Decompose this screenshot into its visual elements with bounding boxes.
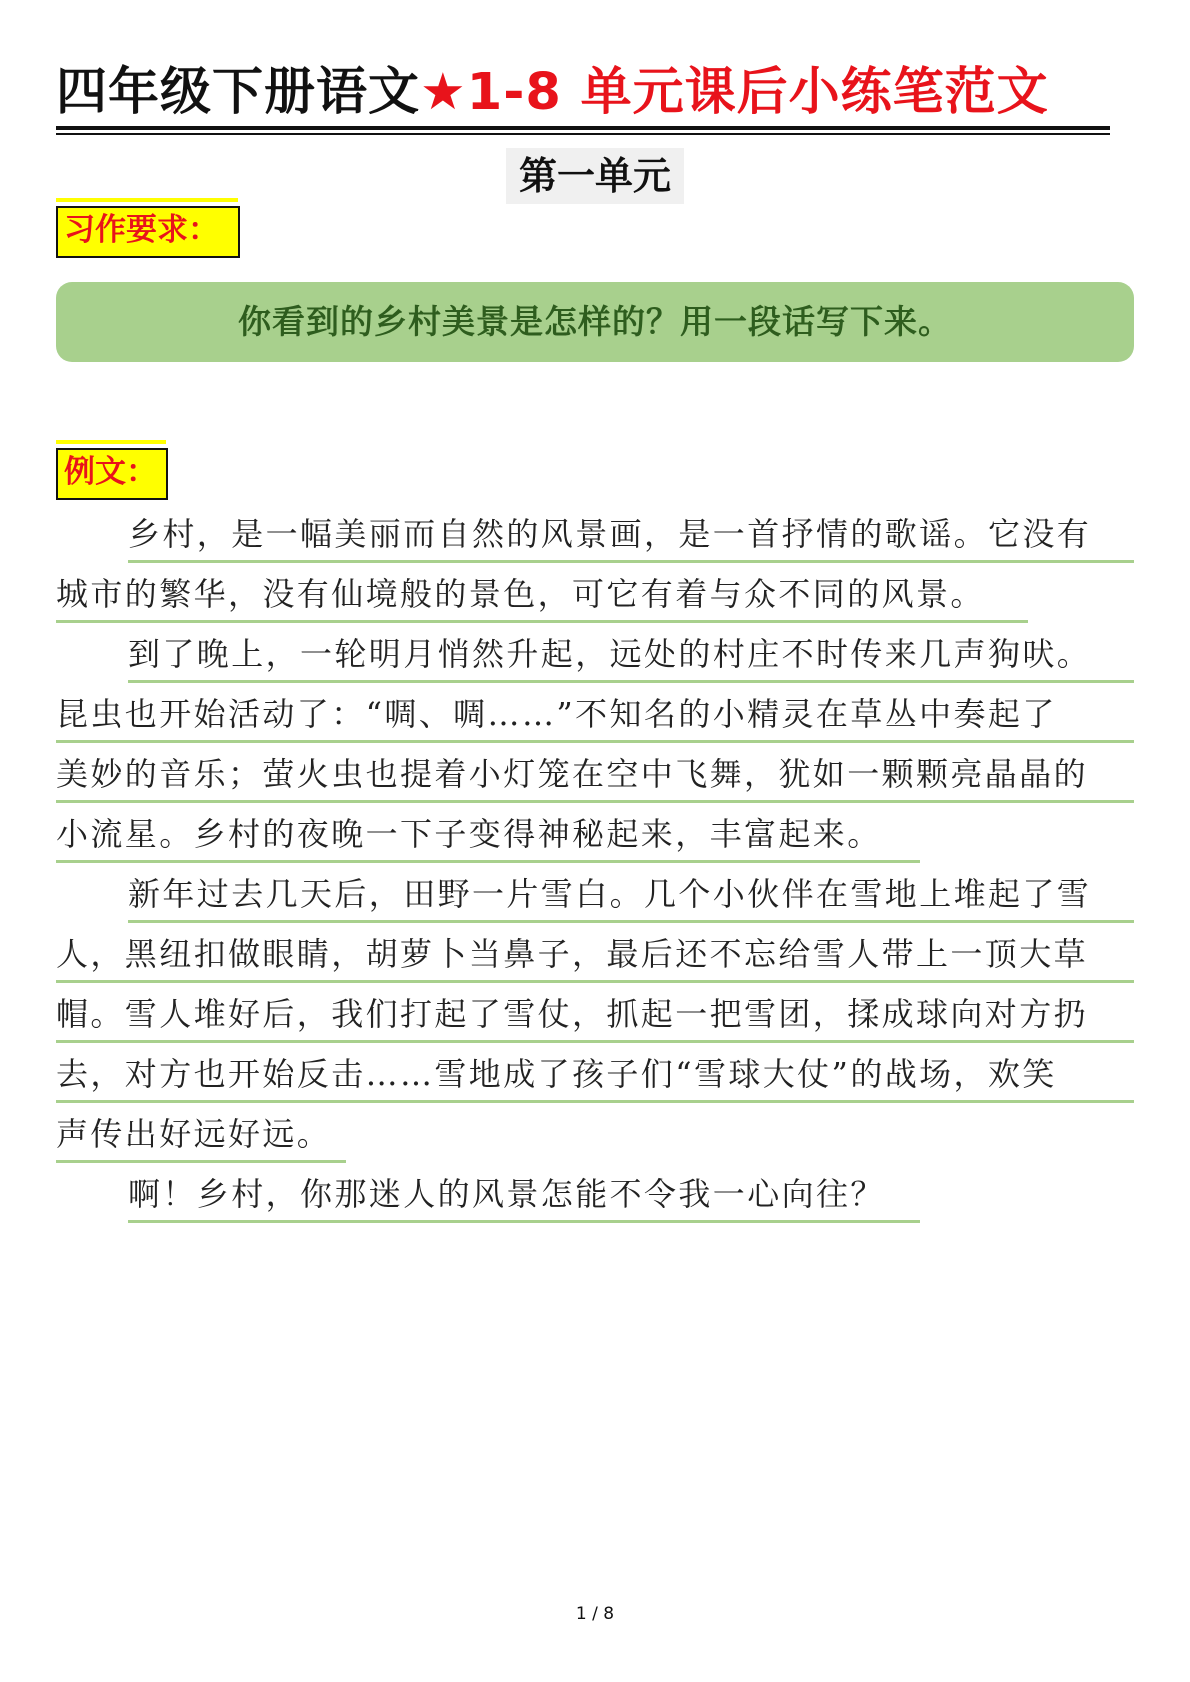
essay-line: 啊！乡村，你那迷人的风景怎能不令我一心向往？: [56, 1166, 1136, 1226]
page-number: 1 / 8: [575, 1604, 615, 1624]
essay-line: 小流星。乡村的夜晚一下子变得神秘起来，丰富起来。: [56, 806, 1136, 866]
example-tag-top-band: [56, 440, 166, 444]
essay-line: 声传出好远好远。: [56, 1106, 1136, 1166]
essay-line: 城市的繁华，没有仙境般的景色，可它有着与众不同的风景。: [56, 566, 1136, 626]
unit-heading: 第一单元: [506, 148, 684, 204]
essay-line: 帽。雪人堆好后，我们打起了雪仗，抓起一把雪团，揉成球向对方扔: [56, 986, 1136, 1046]
essay-paragraph: [56, 866, 1136, 1166]
title-highlight: ★1-8 单元课后小练笔范文: [420, 63, 1049, 122]
essay-line: 人，黑纽扣做眼睛，胡萝卜当鼻子，最后还不忘给雪人带上一顶大草: [56, 926, 1136, 986]
essay-paragraph: [56, 1166, 1136, 1226]
essay-line: 乡村，是一幅美丽而自然的风景画，是一首抒情的歌谣。它没有: [56, 506, 1136, 566]
requirement-tag-top-band: [56, 198, 238, 202]
essay-line: 去，对方也开始反击……雪地成了孩子们“雪球大仗”的战场，欢笑: [56, 1046, 1136, 1106]
title-main: 四年级下册语文: [56, 63, 421, 122]
prompt-box: 你看到的乡村美景是怎样的？用一段话写下来。: [56, 282, 1134, 362]
page-title: [56, 62, 1110, 124]
title-rule-thin: [56, 133, 1110, 135]
essay-line: 昆虫也开始活动了：“啁、啁……”不知名的小精灵在草丛中奏起了: [56, 686, 1136, 746]
title-rule-thick: [56, 126, 1110, 130]
essay-line: 到了晚上，一轮明月悄然升起，远处的村庄不时传来几声狗吠。: [56, 626, 1136, 686]
essay-line: 新年过去几天后，田野一片雪白。几个小伙伴在雪地上堆起了雪: [56, 866, 1136, 926]
example-tag: 例文：: [56, 448, 168, 500]
essay-paragraph: [56, 626, 1136, 866]
example-essay: [56, 506, 1136, 1226]
essay-line: 美妙的音乐；萤火虫也提着小灯笼在空中飞舞，犹如一颗颗亮晶晶的: [56, 746, 1136, 806]
requirement-tag: 习作要求：: [56, 206, 240, 258]
essay-paragraph: [56, 506, 1136, 626]
